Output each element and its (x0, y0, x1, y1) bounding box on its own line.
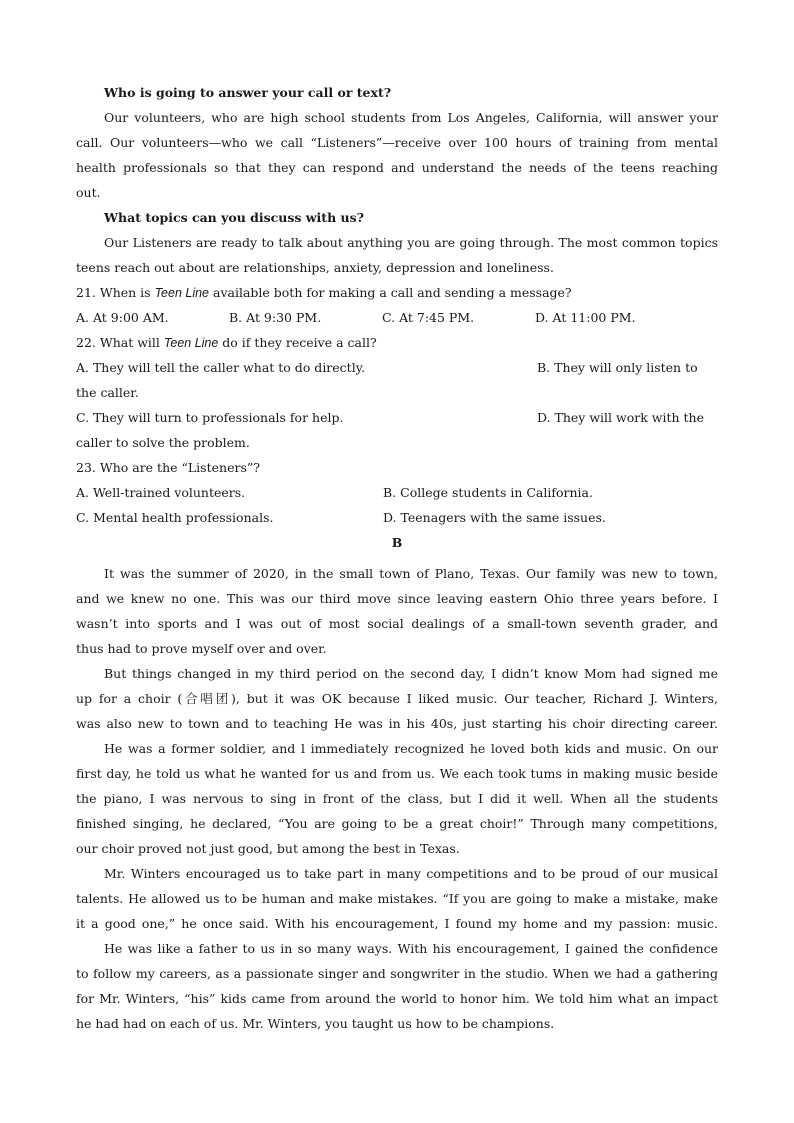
option-d[interactable]: D. Teenagers with the same issues. (383, 510, 606, 525)
option-b[interactable]: B. They will only listen to (537, 360, 698, 375)
question-22-stem (76, 330, 718, 355)
paragraph-line: up for a choir (合唱团), but it was OK because I liked music. Our teacher, Richard J. Winters, (76, 691, 718, 706)
paragraph-line: health professionals so that they can respond and understand the needs of the teens reaching (76, 160, 718, 175)
paragraph-line: Mr. Winters encouraged us to take part in many competitions and to be proud of our musical (104, 866, 718, 881)
teen-line-italic: Teen Line (154, 286, 210, 300)
question-22-options-row-1 (76, 355, 718, 380)
question-stem-text: do if they receive a call? (218, 335, 377, 350)
option-d[interactable]: D. They will work with the (537, 410, 704, 425)
question-21-stem (76, 280, 718, 305)
question-23-options-row-2 (76, 505, 718, 530)
paragraph-line: talents. He allowed us to be human and make mistakes. “If you are going to make a mistake, make (76, 891, 718, 906)
paragraph-line: it a good one,” he once said. With his encouragement, I found my home and my passion: music. (76, 916, 718, 931)
paragraph-line: It was the summer of 2020, in the small town of Plano, Texas. Our family was new to town, (104, 566, 718, 581)
option-a[interactable]: A. At 9:00 AM. (76, 310, 169, 325)
option-c[interactable]: C. At 7:45 PM. (382, 310, 475, 325)
paragraph-line: he had had on each of us. Mr. Winters, you taught us how to be champions. (76, 1016, 555, 1031)
option-b[interactable]: B. College students in California. (383, 485, 593, 500)
option-b-continued: the caller. (76, 385, 139, 400)
document-page (76, 80, 718, 1036)
question-stem-text: 21. When is (76, 285, 155, 300)
question-21-options (76, 305, 718, 330)
paragraph-line: call. Our volunteers—who we call “Listeners”—receive over 100 hours of training from mental (76, 135, 718, 150)
paragraph-line: our choir proved not just good, but among the best in Texas. (76, 841, 460, 856)
paragraph-line: wasn’t into sports and I was out of most social dealings of a small-town seventh grader, and (76, 616, 718, 631)
paragraph-line: was also new to town and to teaching He was in his 40s, just starting his choir directing career. (76, 716, 718, 731)
section-a-heading-1: Who is going to answer your call or text? (104, 85, 392, 100)
question-stem-text: available both for making a call and sending a message? (209, 285, 572, 300)
paragraph-line: out. (76, 185, 101, 200)
paragraph-line: finished singing, he declared, “You are going to be a great choir!” Through many competitions, (76, 816, 718, 831)
paragraph-line: But things changed in my third period on the second day, I didn’t know Mom had signed me (104, 666, 718, 681)
question-stem-text: 22. What will (76, 335, 164, 350)
section-a-heading-2: What topics can you discuss with us? (104, 210, 364, 225)
paragraph-line: Our Listeners are ready to talk about anything you are going through. The most common topics (104, 235, 718, 250)
paragraph-line: He was like a father to us in so many ways. With his encouragement, I gained the confidence (104, 941, 718, 956)
option-d-continued: caller to solve the problem. (76, 435, 250, 450)
paragraph-line: to follow my careers, as a passionate singer and songwriter in the studio. When we had a gathering (76, 966, 718, 981)
option-d[interactable]: D. At 11:00 PM. (535, 310, 636, 325)
option-b[interactable]: B. At 9:30 PM. (229, 310, 322, 325)
paragraph-line: the piano, I was nervous to sing in front of the class, but I did it well. When all the students (76, 791, 718, 806)
paragraph-line: Our volunteers, who are high school students from Los Angeles, California, will answer your (104, 110, 718, 125)
question-22-options-row-2 (76, 405, 718, 430)
section-b-label: B (391, 535, 403, 550)
option-c[interactable]: C. Mental health professionals. (76, 510, 274, 525)
question-23-stem: 23. Who are the “Listeners”? (76, 460, 260, 475)
paragraph-line: teens reach out about are relationships, anxiety, depression and loneliness. (76, 260, 554, 275)
paragraph-line: and we knew no one. This was our third move since leaving eastern Ohio three years before. I (76, 591, 718, 606)
option-a[interactable]: A. They will tell the caller what to do directly. (76, 360, 366, 375)
teen-line-italic: Teen Line (163, 336, 219, 350)
paragraph-line: thus had to prove myself over and over. (76, 641, 327, 656)
paragraph-line: He was a former soldier, and l immediately recognized he loved both kids and music. On our (104, 741, 718, 756)
paragraph-line: for Mr. Winters, “his” kids came from around the world to honor him. We told him what an impact (76, 991, 718, 1006)
option-c[interactable]: C. They will turn to professionals for help. (76, 410, 344, 425)
paragraph-line: first day, he told us what he wanted for us and from us. We each took tums in making music beside (76, 766, 718, 781)
option-a[interactable]: A. Well-trained volunteers. (76, 485, 246, 500)
question-23-options-row-1 (76, 480, 718, 505)
